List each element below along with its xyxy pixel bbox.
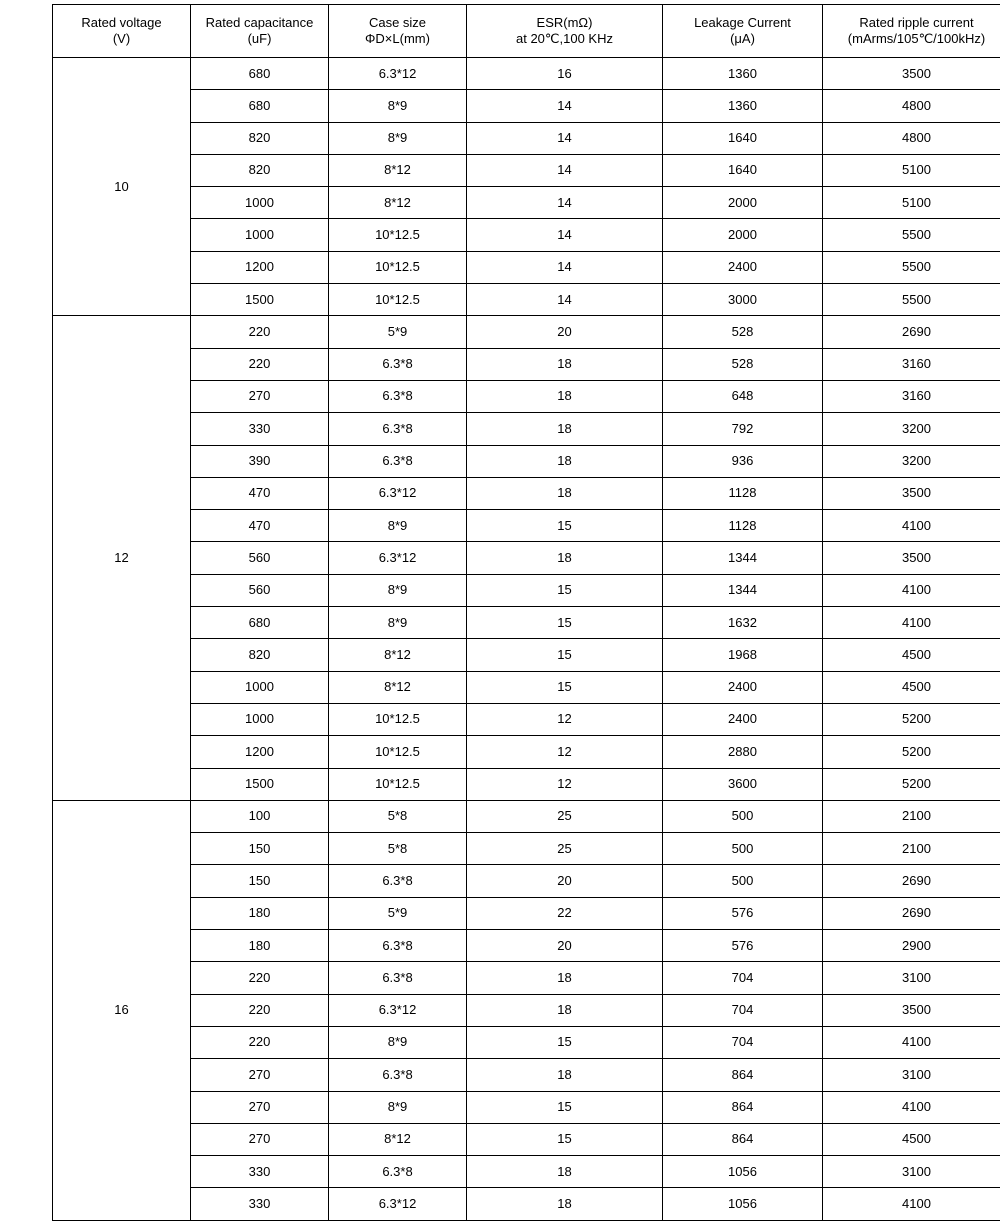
- cell-leakage-current: 528: [663, 316, 823, 348]
- table-row: [53, 962, 1000, 994]
- table-row: [53, 574, 1000, 606]
- cell-case-size: 8*12: [329, 1123, 467, 1155]
- cell-rated-capacitance: 330: [191, 1188, 329, 1220]
- cell-case-size: 8*9: [329, 1026, 467, 1058]
- cell-rated-capacitance: 1500: [191, 768, 329, 800]
- cell-esr: 20: [467, 316, 663, 348]
- cell-case-size: 6.3*8: [329, 1059, 467, 1091]
- cell-rated-capacitance: 390: [191, 445, 329, 477]
- cell-esr: 16: [467, 58, 663, 90]
- cell-rated-capacitance: 330: [191, 413, 329, 445]
- cell-leakage-current: 1632: [663, 607, 823, 639]
- column-header-esr: [467, 5, 663, 58]
- cell-leakage-current: 704: [663, 1026, 823, 1058]
- cell-esr: 15: [467, 574, 663, 606]
- cell-esr: 25: [467, 800, 663, 832]
- table-row: [53, 1156, 1000, 1188]
- cell-case-size: 6.3*12: [329, 994, 467, 1026]
- cell-leakage-current: 2400: [663, 703, 823, 735]
- cell-rated-ripple-current: 4100: [823, 510, 1000, 542]
- cell-rated-capacitance: 1000: [191, 187, 329, 219]
- cell-rated-capacitance: 1000: [191, 671, 329, 703]
- cell-esr: 14: [467, 251, 663, 283]
- table-row: [53, 1123, 1000, 1155]
- table-header-row: [53, 5, 1000, 58]
- cell-esr: 18: [467, 445, 663, 477]
- cell-leakage-current: 1640: [663, 154, 823, 186]
- cell-rated-ripple-current: 3200: [823, 445, 1000, 477]
- cell-leakage-current: 1344: [663, 542, 823, 574]
- cell-case-size: 6.3*12: [329, 477, 467, 509]
- cell-case-size: 8*12: [329, 154, 467, 186]
- cell-rated-capacitance: 1000: [191, 219, 329, 251]
- cell-leakage-current: 500: [663, 865, 823, 897]
- cell-rated-ripple-current: 3500: [823, 477, 1000, 509]
- cell-case-size: 8*12: [329, 187, 467, 219]
- cell-rated-capacitance: 560: [191, 542, 329, 574]
- cell-rated-ripple-current: 5500: [823, 219, 1000, 251]
- cell-rated-ripple-current: 2690: [823, 865, 1000, 897]
- cell-rated-ripple-current: 2100: [823, 833, 1000, 865]
- table-row: [53, 542, 1000, 574]
- cell-case-size: 8*9: [329, 122, 467, 154]
- cell-rated-capacitance: 330: [191, 1156, 329, 1188]
- cell-leakage-current: 576: [663, 930, 823, 962]
- cell-case-size: 6.3*8: [329, 445, 467, 477]
- cell-case-size: 10*12.5: [329, 703, 467, 735]
- cell-leakage-current: 704: [663, 962, 823, 994]
- cell-case-size: 6.3*8: [329, 962, 467, 994]
- cell-esr: 15: [467, 1026, 663, 1058]
- cell-esr: 12: [467, 768, 663, 800]
- cell-case-size: 6.3*12: [329, 1188, 467, 1220]
- cell-case-size: 10*12.5: [329, 251, 467, 283]
- cell-leakage-current: 864: [663, 1123, 823, 1155]
- cell-leakage-current: 1968: [663, 639, 823, 671]
- cell-rated-capacitance: 100: [191, 800, 329, 832]
- cell-leakage-current: 1056: [663, 1156, 823, 1188]
- cell-case-size: 6.3*8: [329, 1156, 467, 1188]
- cell-rated-ripple-current: 4500: [823, 671, 1000, 703]
- cell-esr: 18: [467, 348, 663, 380]
- cell-rated-ripple-current: 5200: [823, 736, 1000, 768]
- cell-leakage-current: 576: [663, 897, 823, 929]
- cell-esr: 12: [467, 736, 663, 768]
- cell-leakage-current: 2000: [663, 187, 823, 219]
- cell-rated-ripple-current: 2100: [823, 800, 1000, 832]
- cell-rated-ripple-current: 4500: [823, 639, 1000, 671]
- table-row: [53, 251, 1000, 283]
- cell-rated-capacitance: 220: [191, 994, 329, 1026]
- cell-rated-capacitance: 470: [191, 477, 329, 509]
- column-header-case-size: [329, 5, 467, 58]
- table-row: [53, 1091, 1000, 1123]
- cell-case-size: 6.3*12: [329, 542, 467, 574]
- cell-leakage-current: 648: [663, 380, 823, 412]
- cell-esr: 18: [467, 542, 663, 574]
- table-row: [53, 413, 1000, 445]
- cell-rated-ripple-current: 3200: [823, 413, 1000, 445]
- cell-rated-ripple-current: 3160: [823, 348, 1000, 380]
- cell-rated-ripple-current: 3160: [823, 380, 1000, 412]
- cell-leakage-current: 3000: [663, 284, 823, 316]
- cell-leakage-current: 500: [663, 833, 823, 865]
- table-row: [53, 154, 1000, 186]
- cell-case-size: 5*8: [329, 833, 467, 865]
- cell-rated-ripple-current: 3500: [823, 542, 1000, 574]
- column-header-line-2: (uF): [191, 31, 328, 47]
- column-header-line-1: Rated ripple current: [823, 15, 1000, 31]
- table-row: [53, 607, 1000, 639]
- cell-rated-ripple-current: 4100: [823, 574, 1000, 606]
- table-row: [53, 316, 1000, 348]
- cell-rated-capacitance: 680: [191, 58, 329, 90]
- cell-rated-ripple-current: 4500: [823, 1123, 1000, 1155]
- cell-rated-ripple-current: 5500: [823, 251, 1000, 283]
- column-header-line-1: Case size: [329, 15, 466, 31]
- cell-leakage-current: 1128: [663, 477, 823, 509]
- cell-esr: 14: [467, 122, 663, 154]
- table-row: [53, 703, 1000, 735]
- cell-rated-capacitance: 270: [191, 1059, 329, 1091]
- cell-rated-capacitance: 150: [191, 833, 329, 865]
- cell-rated-ripple-current: 4100: [823, 607, 1000, 639]
- cell-esr: 18: [467, 477, 663, 509]
- table-row: [53, 380, 1000, 412]
- table-row: [53, 284, 1000, 316]
- table-header: [53, 5, 1000, 58]
- table-row: [53, 445, 1000, 477]
- cell-rated-capacitance: 270: [191, 1123, 329, 1155]
- table-row: [53, 219, 1000, 251]
- cell-esr: 18: [467, 994, 663, 1026]
- cell-esr: 15: [467, 1091, 663, 1123]
- cell-leakage-current: 1640: [663, 122, 823, 154]
- column-header-leakage-current: [663, 5, 823, 58]
- cell-leakage-current: 3600: [663, 768, 823, 800]
- cell-esr: 20: [467, 930, 663, 962]
- table-row: [53, 800, 1000, 832]
- cell-leakage-current: 2400: [663, 671, 823, 703]
- cell-rated-ripple-current: 5100: [823, 154, 1000, 186]
- column-header-line-1: Rated voltage: [53, 15, 190, 31]
- cell-rated-ripple-current: 5500: [823, 284, 1000, 316]
- cell-case-size: 5*9: [329, 316, 467, 348]
- cell-case-size: 8*9: [329, 510, 467, 542]
- cell-rated-ripple-current: 4100: [823, 1026, 1000, 1058]
- cell-esr: 14: [467, 219, 663, 251]
- cell-leakage-current: 2400: [663, 251, 823, 283]
- cell-rated-ripple-current: 3100: [823, 1059, 1000, 1091]
- table-row: [53, 122, 1000, 154]
- table-row: [53, 348, 1000, 380]
- cell-case-size: 6.3*8: [329, 930, 467, 962]
- table-body: [53, 58, 1000, 1221]
- cell-rated-ripple-current: 2690: [823, 316, 1000, 348]
- cell-esr: 22: [467, 897, 663, 929]
- cell-esr: 20: [467, 865, 663, 897]
- cell-case-size: 6.3*12: [329, 58, 467, 90]
- cell-rated-capacitance: 820: [191, 154, 329, 186]
- cell-rated-capacitance: 470: [191, 510, 329, 542]
- cell-leakage-current: 1360: [663, 90, 823, 122]
- cell-rated-ripple-current: 2900: [823, 930, 1000, 962]
- table-row: [53, 671, 1000, 703]
- column-header-rated-voltage: [53, 5, 191, 58]
- cell-rated-ripple-current: 4800: [823, 90, 1000, 122]
- cell-leakage-current: 528: [663, 348, 823, 380]
- cell-esr: 18: [467, 1059, 663, 1091]
- cell-esr: 25: [467, 833, 663, 865]
- cell-rated-ripple-current: 3100: [823, 962, 1000, 994]
- cell-esr: 14: [467, 284, 663, 316]
- cell-rated-ripple-current: 3500: [823, 994, 1000, 1026]
- cell-leakage-current: 704: [663, 994, 823, 1026]
- cell-rated-capacitance: 270: [191, 380, 329, 412]
- cell-rated-capacitance: 680: [191, 607, 329, 639]
- cell-esr: 15: [467, 639, 663, 671]
- column-header-line-2: ΦD×L(mm): [329, 31, 466, 47]
- cell-case-size: 8*9: [329, 90, 467, 122]
- cell-esr: 14: [467, 90, 663, 122]
- cell-esr: 14: [467, 187, 663, 219]
- cell-case-size: 8*9: [329, 607, 467, 639]
- cell-case-size: 8*9: [329, 574, 467, 606]
- cell-leakage-current: 500: [663, 800, 823, 832]
- cell-rated-ripple-current: 5200: [823, 768, 1000, 800]
- cell-rated-capacitance: 1000: [191, 703, 329, 735]
- table-row: [53, 187, 1000, 219]
- cell-case-size: 8*12: [329, 639, 467, 671]
- cell-rated-capacitance: 220: [191, 316, 329, 348]
- table-row: [53, 1059, 1000, 1091]
- table-row: [53, 736, 1000, 768]
- cell-case-size: 6.3*8: [329, 348, 467, 380]
- table-row: [53, 510, 1000, 542]
- cell-rated-capacitance: 150: [191, 865, 329, 897]
- cell-esr: 18: [467, 962, 663, 994]
- table-row: [53, 768, 1000, 800]
- cell-case-size: 10*12.5: [329, 768, 467, 800]
- cell-esr: 15: [467, 510, 663, 542]
- column-header-line-2: (mArms/105℃/100kHz): [823, 31, 1000, 47]
- cell-case-size: 6.3*8: [329, 413, 467, 445]
- cell-leakage-current: 792: [663, 413, 823, 445]
- cell-leakage-current: 2880: [663, 736, 823, 768]
- cell-case-size: 6.3*8: [329, 380, 467, 412]
- table-row: [53, 1026, 1000, 1058]
- cell-rated-capacitance: 220: [191, 1026, 329, 1058]
- cell-esr: 14: [467, 154, 663, 186]
- cell-case-size: 10*12.5: [329, 736, 467, 768]
- cell-leakage-current: 1056: [663, 1188, 823, 1220]
- cell-leakage-current: 2000: [663, 219, 823, 251]
- cell-case-size: 8*12: [329, 671, 467, 703]
- cell-case-size: 8*9: [329, 1091, 467, 1123]
- cell-esr: 15: [467, 1123, 663, 1155]
- cell-rated-capacitance: 820: [191, 639, 329, 671]
- cell-case-size: 10*12.5: [329, 284, 467, 316]
- cell-rated-voltage: 10: [53, 58, 191, 316]
- cell-esr: 15: [467, 671, 663, 703]
- table-row: [53, 897, 1000, 929]
- cell-rated-ripple-current: 2690: [823, 897, 1000, 929]
- cell-rated-voltage: 12: [53, 316, 191, 800]
- cell-rated-capacitance: 680: [191, 90, 329, 122]
- cell-leakage-current: 936: [663, 445, 823, 477]
- cell-leakage-current: 1360: [663, 58, 823, 90]
- column-header-line-1: ESR(mΩ): [467, 15, 662, 31]
- cell-rated-capacitance: 560: [191, 574, 329, 606]
- table-row: [53, 833, 1000, 865]
- table-row: [53, 1188, 1000, 1220]
- column-header-rated-capacitance: [191, 5, 329, 58]
- cell-rated-capacitance: 1200: [191, 736, 329, 768]
- cell-rated-ripple-current: 3500: [823, 58, 1000, 90]
- cell-rated-capacitance: 180: [191, 897, 329, 929]
- table-row: [53, 58, 1000, 90]
- cell-rated-capacitance: 180: [191, 930, 329, 962]
- cell-rated-capacitance: 220: [191, 962, 329, 994]
- cell-case-size: 5*9: [329, 897, 467, 929]
- cell-rated-ripple-current: 5100: [823, 187, 1000, 219]
- table-row: [53, 639, 1000, 671]
- cell-leakage-current: 864: [663, 1091, 823, 1123]
- cell-esr: 18: [467, 413, 663, 445]
- cell-rated-ripple-current: 3100: [823, 1156, 1000, 1188]
- column-header-line-2: (μA): [663, 31, 822, 47]
- table-row: [53, 930, 1000, 962]
- cell-leakage-current: 1344: [663, 574, 823, 606]
- cell-rated-ripple-current: 4100: [823, 1091, 1000, 1123]
- cell-rated-voltage: 16: [53, 800, 191, 1220]
- cell-esr: 15: [467, 607, 663, 639]
- cell-rated-ripple-current: 4100: [823, 1188, 1000, 1220]
- cell-rated-capacitance: 220: [191, 348, 329, 380]
- cell-case-size: 10*12.5: [329, 219, 467, 251]
- cell-esr: 18: [467, 1188, 663, 1220]
- table-row: [53, 865, 1000, 897]
- cell-esr: 12: [467, 703, 663, 735]
- cell-rated-ripple-current: 5200: [823, 703, 1000, 735]
- table-row: [53, 90, 1000, 122]
- cell-esr: 18: [467, 380, 663, 412]
- cell-leakage-current: 864: [663, 1059, 823, 1091]
- column-header-rated-ripple-current: [823, 5, 1000, 58]
- cell-esr: 18: [467, 1156, 663, 1188]
- table-row: [53, 477, 1000, 509]
- cell-case-size: 6.3*8: [329, 865, 467, 897]
- capacitor-spec-table: [52, 4, 1000, 1221]
- cell-leakage-current: 1128: [663, 510, 823, 542]
- cell-rated-capacitance: 270: [191, 1091, 329, 1123]
- table-row: [53, 994, 1000, 1026]
- column-header-line-2: (V): [53, 31, 190, 47]
- column-header-line-1: Rated capacitance: [191, 15, 328, 31]
- cell-rated-capacitance: 820: [191, 122, 329, 154]
- cell-rated-capacitance: 1500: [191, 284, 329, 316]
- column-header-line-2: at 20℃,100 KHz: [467, 31, 662, 47]
- column-header-line-1: Leakage Current: [663, 15, 822, 31]
- cell-case-size: 5*8: [329, 800, 467, 832]
- cell-rated-ripple-current: 4800: [823, 122, 1000, 154]
- cell-rated-capacitance: 1200: [191, 251, 329, 283]
